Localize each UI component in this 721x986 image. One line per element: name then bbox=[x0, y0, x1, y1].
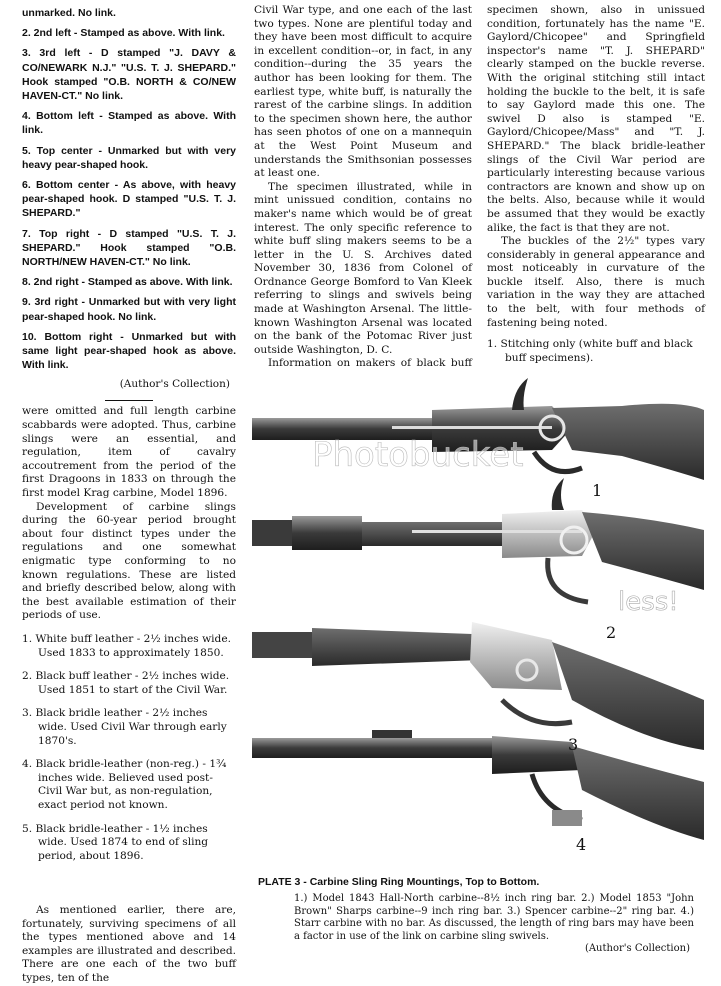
sling-type-item: 2. Black buff leather - 2½ inches wide. Used 1851 to start of the Civil War. bbox=[22, 670, 230, 696]
sling-type-item: 3. Black bridle leather - 2½ inches wide. Used Civil War through early 1870's. bbox=[22, 707, 227, 747]
body-paragraph: The buckles of the 2½" types vary considerably in general appearance and most noticeably in curvature of the buckle itself. Also, there is much variation in the way they are attached to the belt, with four methods of fastening being noted. bbox=[487, 235, 705, 329]
body-paragraph: Development of carbine slings during the 60-year period brought about four distinct types under the regulations and one somewhat enigmatic type conforming to no known regulations. These are listed and briefly described below, along with the best available estimation of their periods of use. bbox=[22, 500, 236, 622]
plate-caption bbox=[294, 893, 694, 956]
watermark-tail-text: less! bbox=[618, 587, 679, 617]
sling-type-item: 4. Black bridle-leather (non-reg.) - 1¾ inches wide. Believed used post-Civil War but, as non-regulation, exact period not known. bbox=[22, 758, 227, 811]
plate-number-2: 2 bbox=[606, 623, 617, 642]
column-right bbox=[487, 4, 705, 365]
plate-number-4: 4 bbox=[576, 835, 587, 854]
legend-item: unmarked. No link. bbox=[22, 7, 116, 19]
watermark-text: Photobucket bbox=[312, 435, 524, 475]
legend-credit: (Author's Collection) bbox=[119, 378, 230, 391]
body-paragraph: Information on makers of black buff bbox=[268, 357, 472, 370]
sling-types-list bbox=[22, 633, 236, 863]
body-paragraph: were omitted and full length carbine scabbards were adopted. Thus, carbine slings were an essential, and regulation, item of cavalry accoutrement from the period of the first Dragoons in 1833 on through the first model Krag carbine, Model 1896. bbox=[22, 405, 236, 500]
legend-item: 6. Bottom center - As above, with heavy pear-shaped hook. D stamped "U.S. T. J. SHEPARD." bbox=[22, 179, 236, 220]
sling-legend-list bbox=[22, 6, 236, 372]
body-paragraph: specimen shown, also in unissued condition, fortunately has the name "E. Gaylord/Chicopee" and Springfield inspector's name "T. J. SHEPARD" clearly stamped on the buckle reverse. With the original stitching still intact holding the buckle to the belt, it is safe to say Gaylord made this one. The swivel D also is stamped "E. Gaylord/Chicopee/Mass" and "T. J. SHEPARD." The black bridle-leather slings of the Civil War period are particularly interesting because various contractors are known and show up on the belts. Also, because while it would be assumed that they would be exactly alike, the fact is that they are not. bbox=[487, 4, 705, 234]
legend-item: 10. Bottom right - Unmarked but with same light pear-shaped hook as above. With link. bbox=[22, 330, 236, 372]
fastening-item: 1. Stitching only (white buff and black buff specimens). bbox=[487, 338, 693, 364]
legend-item: 4. Bottom left - Stamped as above. With link. bbox=[22, 110, 236, 137]
column-left bbox=[22, 6, 236, 873]
body-paragraph: The specimen illustrated, while in mint unissued condition, contains no maker's name which would be of great interest. The only specific reference to white buff sling makers seems to be a letter in the U. S. Archives dated November 30, 1836 from Colonel of Ordnance George Bomford to Van Kleek referring to slings and swivels being made at Washington Arsenal. The little-known Washington Arsenal was located on the bank of the Potomac River just outside Washington, D. C. bbox=[254, 180, 472, 356]
legend-item: 5. Top center - Unmarked but with very heavy pear-shaped hook. bbox=[22, 144, 236, 171]
legend-item: 2. 2nd left - Stamped as above. With link. bbox=[22, 27, 225, 40]
body-paragraph: Civil War type, and one each of the last two types. None are plentiful today and they have been most difficult to acquire in excellent condition--or, in fact, in any condition--during the 35 years the author has been looking for them. The earliest type, white buff, is naturally the rarest of the carbine slings. In addition to the specimen shown here, the author has seen photos of one on a mannequin at the West Point Museum and understands the Smithsonian possesses at least one. bbox=[254, 4, 472, 180]
column-middle bbox=[254, 4, 472, 385]
fastening-methods-list bbox=[487, 338, 705, 365]
section-divider bbox=[105, 400, 153, 401]
legend-item: 7. Top right - D stamped "U.S. T. J. SHEPARD." Hook stamped "O.B. NORTH/NEW HAVEN-CT." No link. bbox=[22, 227, 236, 269]
carbines-photo bbox=[252, 370, 704, 868]
legend-item: 9. 3rd right - Unmarked but with very light pear-shaped hook. No link. bbox=[22, 296, 236, 323]
plate-number-3: 3 bbox=[568, 735, 579, 754]
legend-item: 3. 3rd left - D stamped "J. DAVY & CO/NEWARK N.J." "U.S. T. J. SHEPARD." Hook stamped "O.B. NORTH & CO/NEW HAVEN-CT." No link. bbox=[22, 47, 236, 103]
plate-caption-body: 1.) Model 1843 Hall-North carbine--8½ inch ring bar. 2.) Model 1853 "John Brown" Sharps carbine--9 inch ring bar. 3.) Spencer carbine--2" ring bar. 4.) Starr carbine with no bar. As discussed, the length of ring bars may have been a factor in use of the link on carbine sling swivels. bbox=[294, 893, 694, 942]
body-paragraph: As mentioned earlier, there are, fortunately, surviving specimens of all the types mentioned above and 14 examples are illustrated and described. There are one each of the two buff types, ten of the bbox=[22, 904, 236, 984]
plate-photo bbox=[252, 370, 704, 868]
plate-caption-credit: (Author's Collection) bbox=[584, 943, 690, 954]
plate-number-1: 1 bbox=[592, 481, 603, 500]
plate-caption-title: PLATE 3 - Carbine Sling Ring Mountings, Top to Bottom. bbox=[258, 876, 540, 888]
sling-type-item: 1. White buff leather - 2½ inches wide. Used 1833 to approximately 1850. bbox=[22, 632, 231, 659]
sling-type-item: 5. Black bridle-leather - 1½ inches wide. Used 1874 to end of sling period, about 1896. bbox=[22, 822, 209, 862]
column-left-bottom bbox=[22, 904, 236, 986]
legend-item: 8. 2nd right - Stamped as above. With link. bbox=[22, 276, 233, 289]
